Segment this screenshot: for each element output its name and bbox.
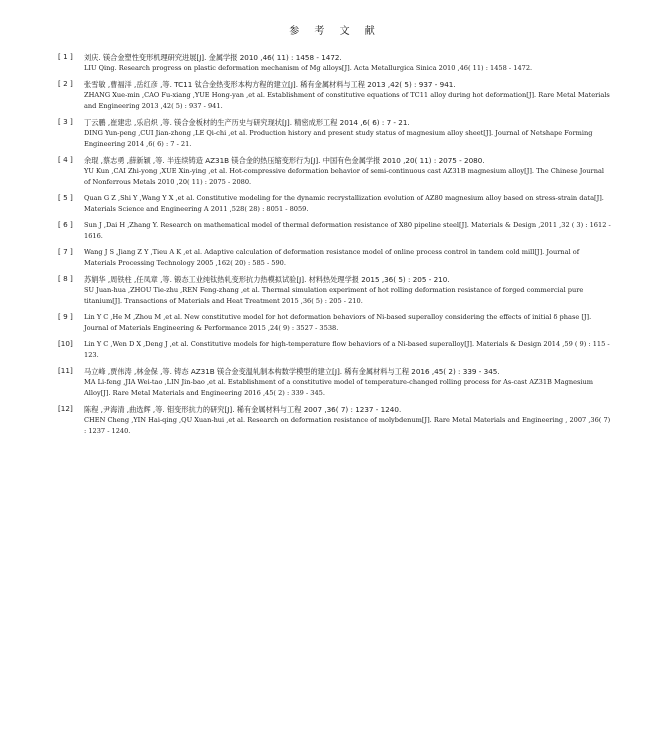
reference-english-text: LIU Qing. Research progress on plastic deformation mechanism of Mg alloys[J]. Acta Metallurgica Sinica 2010 ,46( 11) : 1458 - 1472. (84, 64, 533, 72)
reference-body (84, 220, 612, 242)
reference-item (58, 155, 612, 188)
reference-number: [11] (58, 366, 73, 375)
reference-number: [ 3 ] (58, 117, 73, 126)
reference-item (58, 117, 612, 150)
reference-english-text: Quan G Z ,Shi Y ,Wang Y X ,et al. Constitutive modeling for the dynamic recrystallization evolution of AZ80 magnesium alloy based on stress-strain data[J]. Materials Science and Engineering A 2011 ,528( 28) : 8051 - 8059. (84, 194, 604, 213)
reference-number: [ 1 ] (58, 52, 73, 61)
reference-number: [10] (58, 339, 73, 348)
reference-english-text: Lin Y C ,Wen D X ,Deng J ,et al. Constitutive models for high-temperature flow behaviors of a Ni-based superalloy[J]. Materials & Design 2014 ,59 ( 9) : 115 - 123. (84, 340, 610, 359)
reference-item (58, 247, 612, 269)
reference-list (58, 52, 612, 437)
reference-body (84, 312, 612, 334)
references-heading: 参 考 文 献 (289, 26, 381, 37)
reference-body (84, 52, 612, 74)
reference-chinese-text: 余琨 ,蔡志勇 ,薛新颖 ,等. 半连续铸造 AZ31B 镁合金的热压缩变形行为[J]. 中国有色金属学报 2010 ,20( 11) : 2075 - 2080. (84, 156, 485, 165)
reference-item (58, 366, 612, 399)
reference-body (84, 404, 612, 437)
reference-english-text: Lin Y C ,He M ,Zhou M ,et al. New constitutive model for hot deformation behaviors of Ni-based superalloy considering the effects of initial δ phase [J]. Journal of Materials Engineering & Performance 2015 ,24( 9) : 3527 - 3538. (84, 313, 592, 332)
reference-body (84, 155, 612, 188)
reference-item (58, 193, 612, 215)
reference-english-text: YU Kun ,CAI Zhi-yong ,XUE Xin-ying ,et al. Hot-compressive deformation behavior of semi-continuous cast AZ31B magnesium alloy[J]. The Chinese Journal of Nonferrous Metals 2010 ,20( 11) : 2075 - 2080. (84, 167, 604, 186)
reference-chinese-text: 马立峰 ,贾伟涛 ,林金保 ,等. 铸态 AZ31B 镁合金变温轧制本构数学模型的建立[J]. 稀有金属材料与工程 2016 ,45( 2) : 339 - 345. (84, 367, 500, 376)
reference-number: [ 7 ] (58, 247, 73, 256)
reference-number: [ 2 ] (58, 79, 73, 88)
reference-english-text: CHEN Cheng ,YIN Hai-qing ,QU Xuan-hui ,et al. Research on deformation resistance of molybdenum[J]. Rare Metal Materials and Engineering , 2007 ,36( 7) : 1237 - 1240. (84, 416, 611, 435)
reference-chinese-text: 丁云鹏 ,崔建忠 ,乐启炽 ,等. 镁合金板材的生产历史与研究现状[J]. 精密成形工程 2014 ,6( 6) : 7 - 21. (84, 118, 410, 127)
reference-chinese-text: 刘庆. 镁合金塑性变形机理研究进展[J]. 金属学报 2010 ,46( 11) : 1458 - 1472. (84, 53, 342, 62)
reference-chinese-text: 张雪敏 ,曹福洋 ,岳红彦 ,等. TC11 钛合金热变形本构方程的建立[J]. 稀有金属材料与工程 2013 ,42( 5) : 937 - 941. (84, 80, 456, 89)
reference-body (84, 366, 612, 399)
reference-english-text: Sun J ,Dai H ,Zhang Y. Research on mathematical model of thermal deformation resistance of X80 pipeline steel[J]. Materials & Design ,2011 ,32 ( 3) : 1612 - 1616. (84, 221, 611, 240)
reference-item (58, 52, 612, 74)
reference-english-text: DING Yun-peng ,CUI Jian-zhong ,LE Qi-chi ,et al. Production history and present study status of magnesium alloy sheet[J]. Journal of Netshape Forming Engineering 2014 ,6( 6) : 7 - 21. (84, 129, 593, 148)
reference-number: [ 9 ] (58, 312, 73, 321)
reference-english-text: SU Juan-hua ,ZHOU Tie-zhu ,REN Feng-zhang ,et al. Thermal simulation experiment of hot rolling deformation resistance of forged commercial pure titanium[J]. Transactions of Materials and Heat Treatment 2015 ,36( 5) : 205 - 210. (84, 286, 584, 305)
reference-body (84, 117, 612, 150)
reference-item (58, 220, 612, 242)
reference-number: [ 4 ] (58, 155, 73, 164)
reference-chinese-text: 陈程 ,尹海清 ,曲选辉 ,等. 钼变形抗力的研究[J]. 稀有金属材料与工程 2007 ,36( 7) : 1237 - 1240. (84, 405, 402, 414)
reference-body (84, 274, 612, 307)
reference-item (58, 312, 612, 334)
reference-body (84, 193, 612, 215)
reference-number: [ 5 ] (58, 193, 73, 202)
reference-number: [ 8 ] (58, 274, 73, 283)
reference-body (84, 247, 612, 269)
reference-item (58, 339, 612, 361)
reference-item (58, 404, 612, 437)
reference-number: [12] (58, 404, 73, 413)
reference-item (58, 274, 612, 307)
reference-english-text: Wang J S ,Jiang Z Y ,Tieu A K ,et al. Adaptive calculation of deformation resistance model of online process control in tandem cold mill[J]. Journal of Materials Processing Technology 2005 ,162( 20) : 585 - 590. (84, 248, 580, 267)
reference-number: [ 6 ] (58, 220, 73, 229)
reference-body (84, 339, 612, 361)
reference-body (84, 79, 612, 112)
reference-english-text: MA Li-feng ,JIA Wei-tao ,LIN Jin-bao ,et al. Establishment of a constitutive model of temperature-changed rolling process for As-cast AZ31B Magnesium Alloy[J]. Rare Metal Materials and Engineering 2016 ,45( 2) : 339 - 345. (84, 378, 593, 397)
reference-english-text: ZHANG Xue-min ,CAO Fu-xiang ,YUE Hong-yan ,et al. Establishment of constitutive equations of TC11 alloy during hot deformation[J]. Rare Metal Materials and Engineering 2013 ,42( 5) : 937 - 941. (84, 91, 610, 110)
reference-item (58, 79, 612, 112)
reference-chinese-text: 苏娟华 ,周铁柱 ,任凤章 ,等. 锻态工业纯钛热轧变形抗力热模拟试验[J]. 材料热处理学报 2015 ,36( 5) : 205 - 210. (84, 275, 450, 284)
